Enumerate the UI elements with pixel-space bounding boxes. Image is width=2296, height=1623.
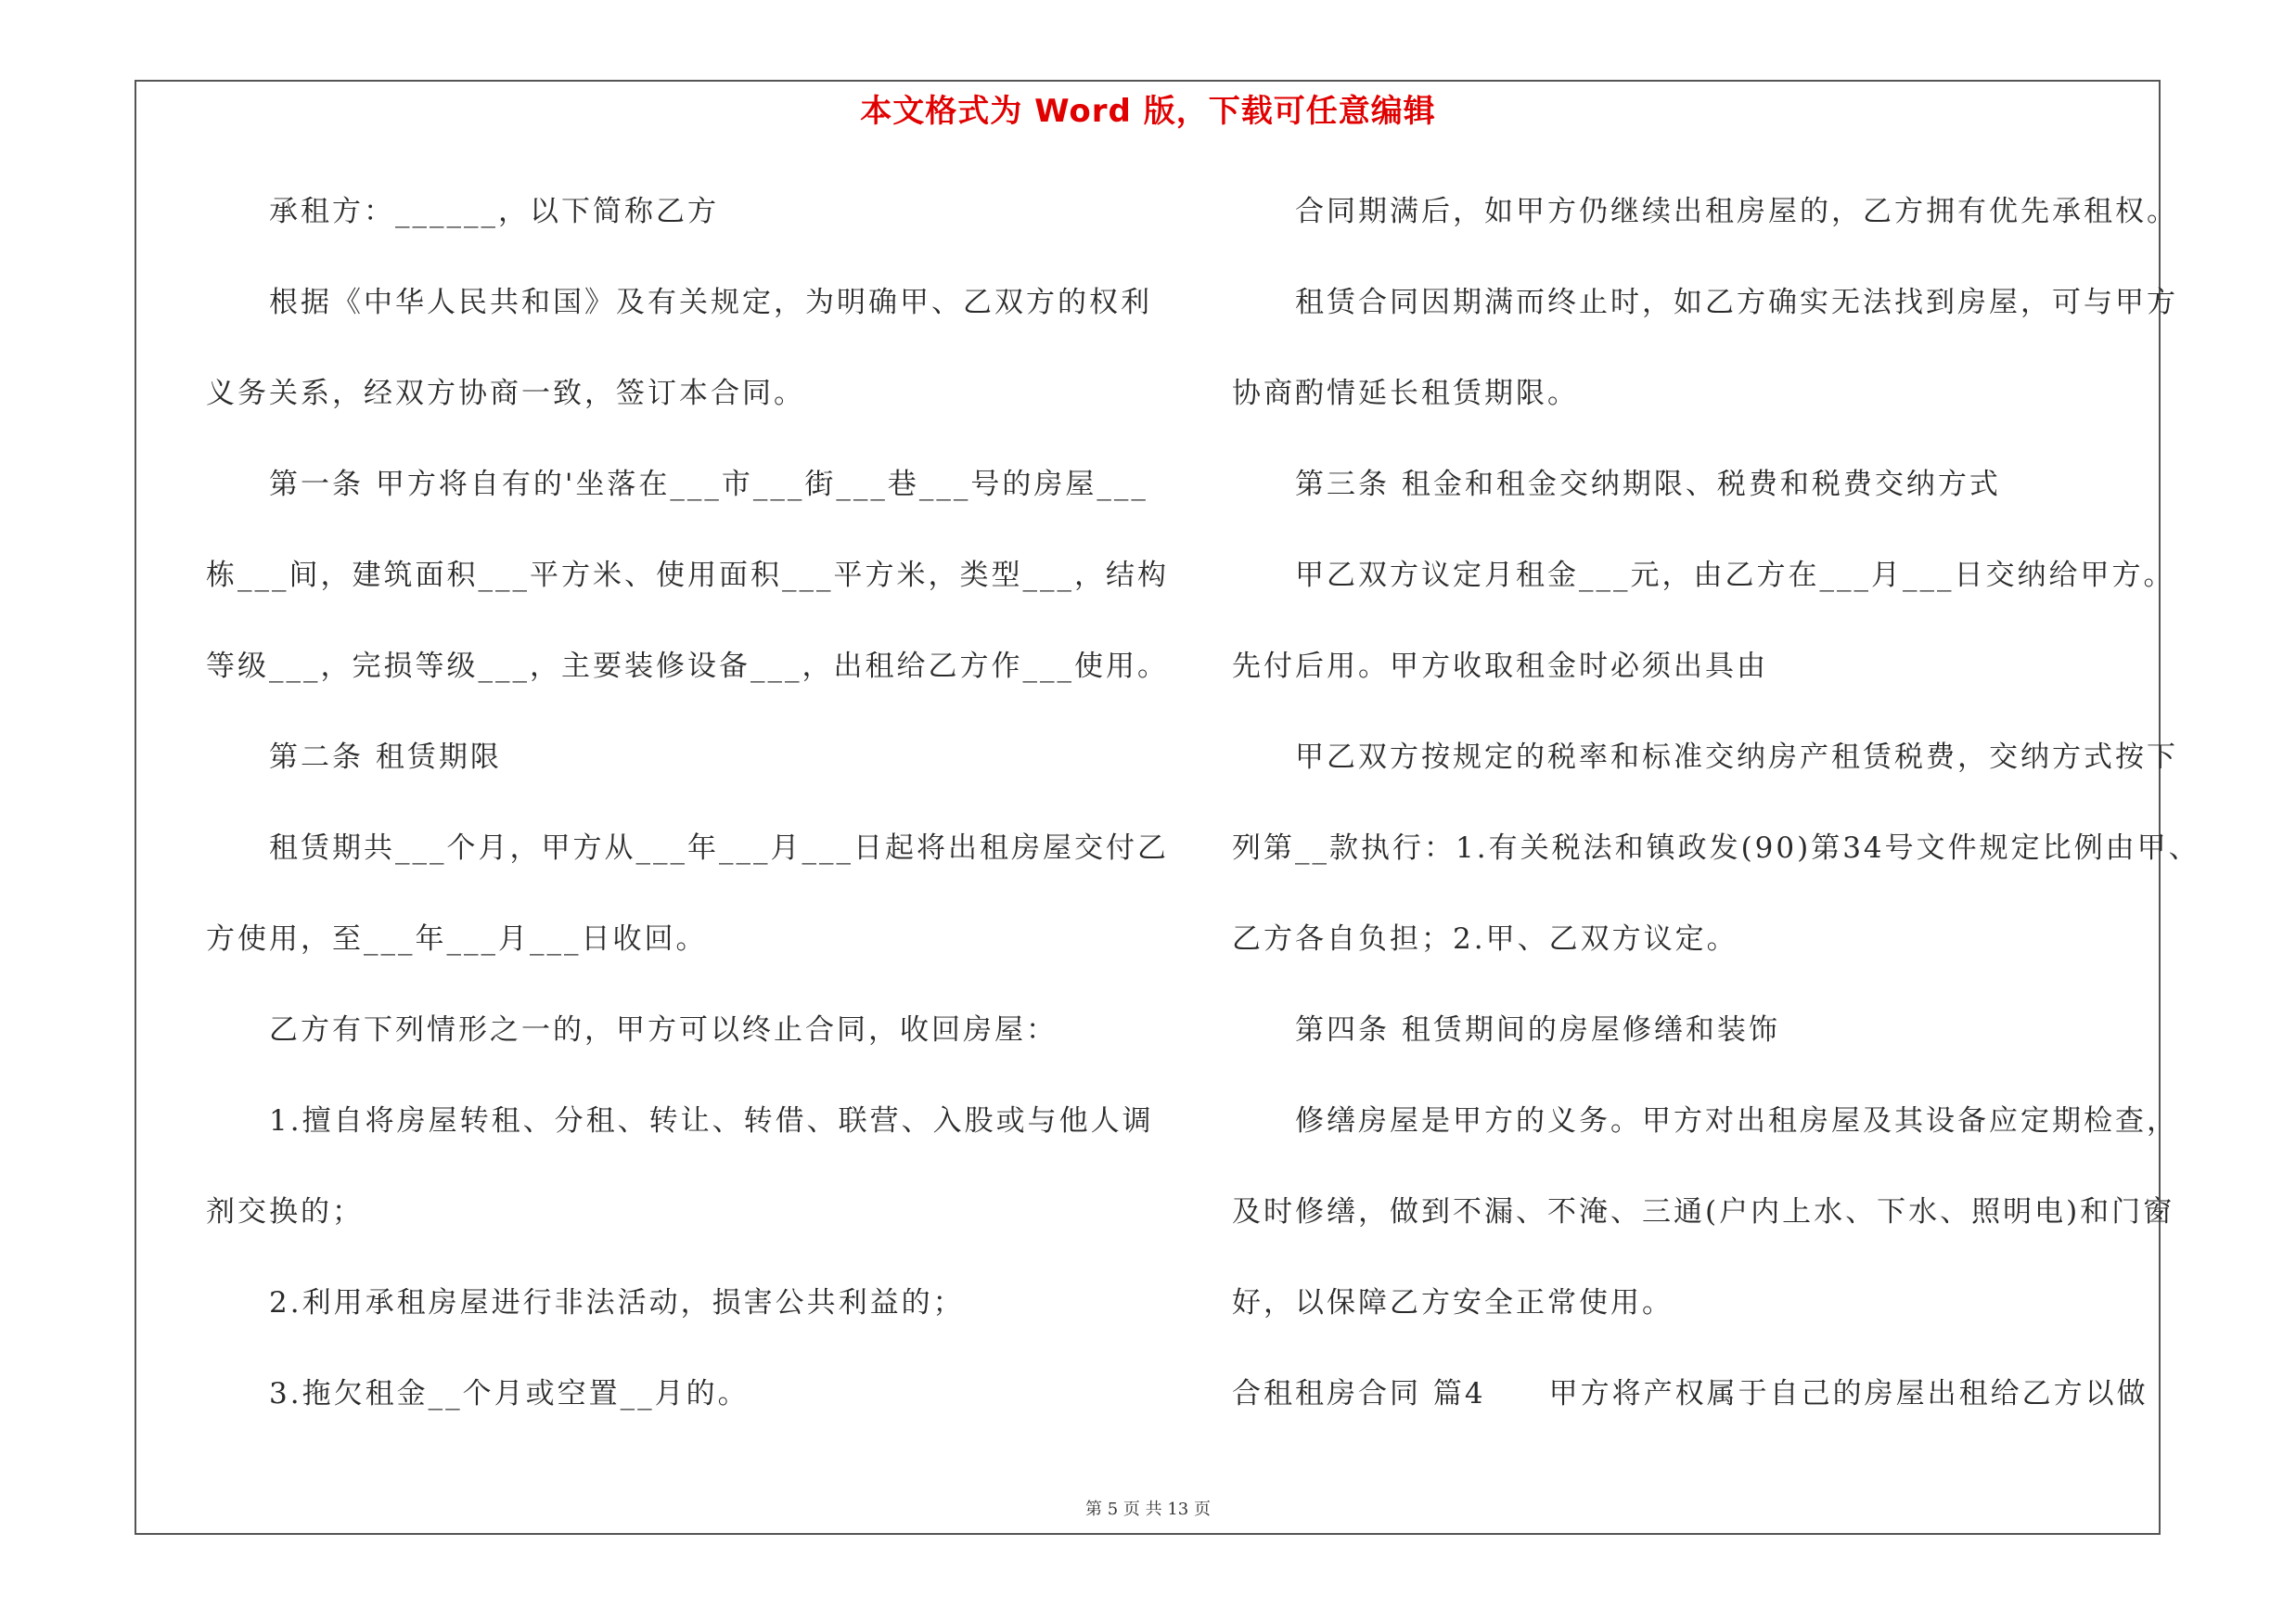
paragraph-line: 租赁期共___个月，甲方从___年___月___日起将出租房屋交付乙	[206, 831, 1169, 865]
paragraph-line: 第二条 租赁期限	[206, 741, 502, 774]
paragraph-line: 承租方：______，以下简称乙方	[206, 195, 719, 228]
format-banner: 本文格式为 Word 版，下载可任意编辑	[860, 93, 1436, 130]
paragraph-line: 义务关系，经双方协商一致，签订本合同。	[206, 377, 805, 410]
paragraph-line: 3.拖欠租金__个月或空置__月的。	[206, 1377, 750, 1410]
paragraph-line: 第一条 甲方将自有的'坐落在___市___街___巷___号的房屋___	[206, 468, 1148, 501]
paragraph-line: 租赁合同因期满而终止时，如乙方确实无法找到房屋，可与甲方	[1232, 286, 2178, 319]
paragraph-line: 及时修缮，做到不漏、不淹、三通(户内上水、下水、照明电)和门窗	[1232, 1195, 2175, 1229]
paragraph-line: 修缮房屋是甲方的义务。甲方对出租房屋及其设备应定期检查，	[1232, 1104, 2178, 1138]
paragraph-line: 1.擅自将房屋转租、分租、转让、转借、联营、入股或与他人调	[206, 1104, 1154, 1138]
paragraph-line: 栋___间，建筑面积___平方米、使用面积___平方米，类型___，结构	[206, 559, 1169, 592]
paragraph-line: 第四条 租赁期间的房屋修缮和装饰	[1232, 1013, 1780, 1047]
paragraph-line: 甲乙双方按规定的税率和标准交纳房产租赁税费，交纳方式按下	[1232, 741, 2178, 774]
paragraph-line: 合同期满后，如甲方仍继续出租房屋的，乙方拥有优先承租权。	[1232, 195, 2178, 228]
paragraph-line: 乙方各自负担；2.甲、乙双方议定。	[1232, 922, 1738, 956]
paragraph-line: 协商酌情延长租赁期限。	[1232, 377, 1579, 410]
page-number-footer: 第 5 页 共 13 页	[1085, 1500, 1211, 1519]
paragraph-line: 等级___，完损等级___，主要装修设备___，出租给乙方作___使用。	[206, 650, 1169, 683]
paragraph-line: 列第__款执行：1.有关税法和镇政发(90)第34号文件规定比例由甲、	[1232, 831, 2200, 865]
paragraph-line: 乙方有下列情形之一的，甲方可以终止合同，收回房屋：	[206, 1013, 1058, 1047]
paragraph-line: 根据《中华人民共和国》及有关规定，为明确甲、乙双方的权利	[206, 286, 1152, 319]
paragraph-line: 第三条 租金和租金交纳期限、税费和税费交纳方式	[1232, 468, 2001, 501]
paragraph-line: 合租租房合同 篇4 甲方将产权属于自己的房屋出租给乙方以做	[1232, 1377, 2148, 1410]
paragraph-line: 剂交换的；	[206, 1195, 364, 1229]
paragraph-line: 好，以保障乙方安全正常使用。	[1232, 1286, 1674, 1320]
paragraph-line: 先付后用。甲方收取租金时必须出具由	[1232, 650, 1768, 683]
paragraph-line: 方使用，至___年___月___日收回。	[206, 922, 708, 956]
paragraph-line: 2.利用承租房屋进行非法活动，损害公共利益的；	[206, 1286, 965, 1320]
paragraph-line: 甲乙双方议定月租金___元，由乙方在___月___日交纳给甲方。	[1232, 559, 2175, 592]
